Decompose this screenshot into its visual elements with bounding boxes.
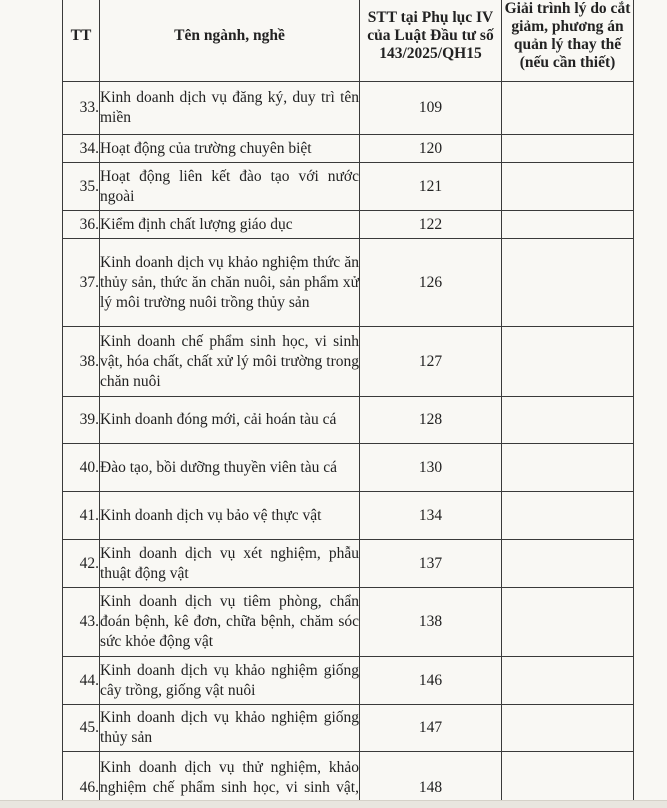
note-cell	[502, 657, 634, 705]
note-cell	[502, 239, 634, 327]
header-tt: TT	[63, 0, 100, 82]
industry-name: Kinh doanh dịch vụ khảo nghiệm giống thủy sản	[100, 705, 360, 752]
table-row	[63, 163, 634, 211]
note-cell	[502, 540, 634, 588]
note-cell	[502, 163, 634, 211]
page-bottom-edge	[0, 800, 667, 808]
row-number: 37.	[63, 239, 100, 327]
row-number: 41.	[63, 492, 100, 540]
note-cell	[502, 82, 634, 135]
note-cell	[502, 211, 634, 239]
note-cell	[502, 705, 634, 752]
note-cell	[502, 397, 634, 444]
industry-name: Kinh doanh dịch vụ bảo vệ thực vật	[100, 492, 360, 540]
industry-name: Hoạt động liên kết đào tạo với nước ngoài	[100, 163, 360, 211]
appendix-number: 134	[360, 492, 502, 540]
row-number: 45.	[63, 705, 100, 752]
note-cell	[502, 135, 634, 163]
table-row	[63, 135, 634, 163]
row-number: 34.	[63, 135, 100, 163]
appendix-number: 148	[360, 752, 502, 808]
row-number: 43.	[63, 588, 100, 657]
table-row	[63, 444, 634, 492]
industry-name: Kinh doanh dịch vụ khảo nghiệm giống cây trồng, giống vật nuôi	[100, 657, 360, 705]
industry-name: Kinh doanh chế phẩm sinh học, vi sinh vật, hóa chất, chất xử lý môi trường trong chăn nuôi	[100, 327, 360, 397]
table-row	[63, 239, 634, 327]
appendix-number: 109	[360, 82, 502, 135]
industry-name: Kinh doanh dịch vụ đăng ký, duy trì tên miền	[100, 82, 360, 135]
industry-name: Kinh doanh đóng mới, cải hoán tàu cá	[100, 397, 360, 444]
industry-name: Kinh doanh dịch vụ thử nghiệm, khảo nghiệm chế phẩm sinh học, vi sinh vật,	[100, 752, 360, 808]
appendix-number: 128	[360, 397, 502, 444]
appendix-number: 138	[360, 588, 502, 657]
industry-name: Kiểm định chất lượng giáo dục	[100, 211, 360, 239]
row-number: 36.	[63, 211, 100, 239]
table-row	[63, 588, 634, 657]
table-header-row	[63, 0, 634, 82]
industry-table	[62, 0, 634, 808]
industry-name: Kinh doanh dịch vụ xét nghiệm, phẫu thuật động vật	[100, 540, 360, 588]
appendix-number: 120	[360, 135, 502, 163]
row-number: 44.	[63, 657, 100, 705]
industry-name: Hoạt động của trường chuyên biệt	[100, 135, 360, 163]
table-row	[63, 657, 634, 705]
table-row	[63, 540, 634, 588]
table-row	[63, 705, 634, 752]
note-cell	[502, 492, 634, 540]
table-row	[63, 397, 634, 444]
appendix-number: 137	[360, 540, 502, 588]
note-cell	[502, 444, 634, 492]
appendix-number: 122	[360, 211, 502, 239]
table-row	[63, 82, 634, 135]
header-name: Tên ngành, nghề	[100, 0, 360, 82]
appendix-number: 127	[360, 327, 502, 397]
row-number: 35.	[63, 163, 100, 211]
industry-name: Đào tạo, bồi dưỡng thuyền viên tàu cá	[100, 444, 360, 492]
appendix-number: 121	[360, 163, 502, 211]
industry-name: Kinh doanh dịch vụ tiêm phòng, chẩn đoán bệnh, kê đơn, chữa bệnh, chăm sóc sức khỏe động vật	[100, 588, 360, 657]
table-row	[63, 492, 634, 540]
table-body	[63, 82, 634, 808]
appendix-number: 146	[360, 657, 502, 705]
row-number: 46.	[63, 752, 100, 808]
header-stt: STT tại Phụ lục IV của Luật Đầu tư số 143/2025/QH15	[360, 0, 502, 82]
header-note: Giải trình lý do cắt giảm, phương án quản lý thay thế (nếu cần thiết)	[502, 0, 634, 82]
row-number: 38.	[63, 327, 100, 397]
row-number: 40.	[63, 444, 100, 492]
row-number: 42.	[63, 540, 100, 588]
appendix-number: 147	[360, 705, 502, 752]
table-row	[63, 327, 634, 397]
note-cell	[502, 327, 634, 397]
appendix-number: 126	[360, 239, 502, 327]
table-row	[63, 211, 634, 239]
row-number: 33.	[63, 82, 100, 135]
note-cell	[502, 588, 634, 657]
row-number: 39.	[63, 397, 100, 444]
industry-name: Kinh doanh dịch vụ khảo nghiệm thức ăn thủy sản, thức ăn chăn nuôi, sản phẩm xử lý môi trường nuôi trồng thủy sản	[100, 239, 360, 327]
appendix-number: 130	[360, 444, 502, 492]
